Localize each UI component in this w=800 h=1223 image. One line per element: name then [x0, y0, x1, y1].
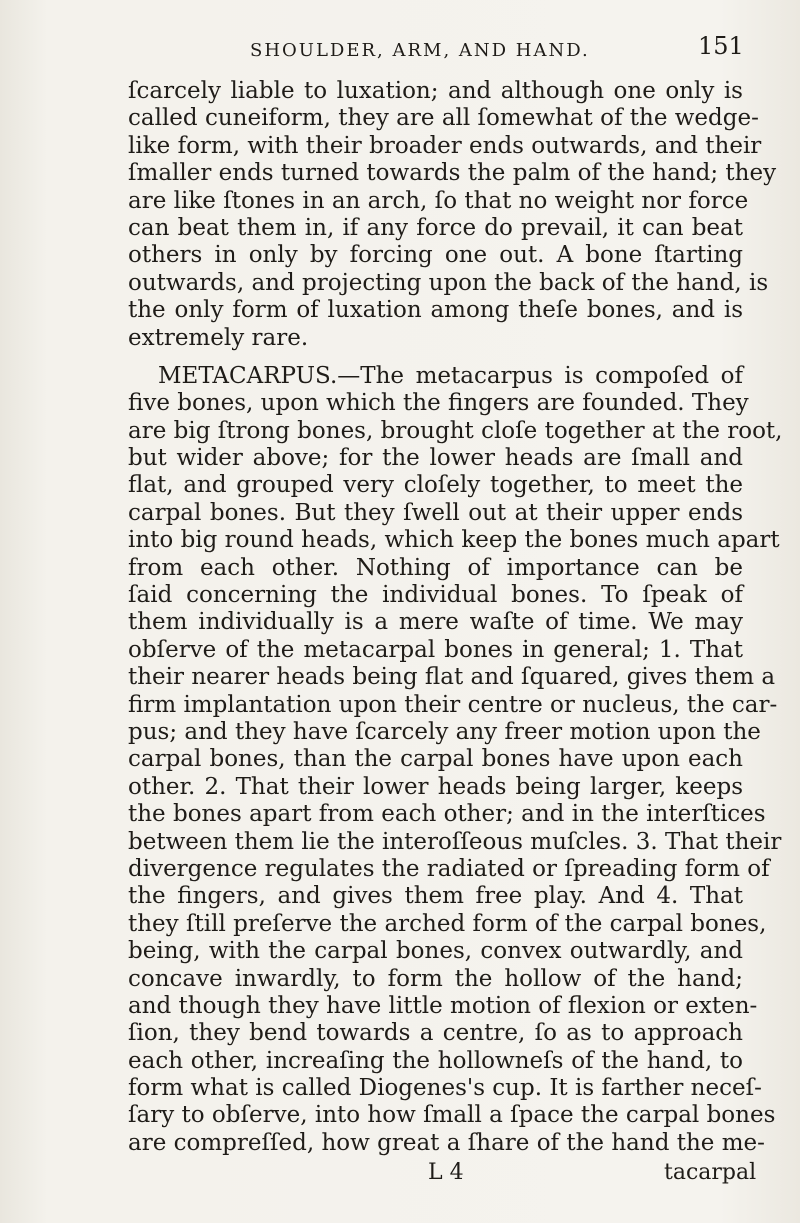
text-line: are compreſſed, how great a ſhare of the hand the me- [128, 1129, 765, 1156]
text-line: pus; and they have ſcarcely any freer motion upon the [128, 718, 761, 745]
text-line: the bones apart from each other; and in the interſtices [128, 801, 766, 828]
text-line: form what is called Diogenes's cup. It is farther neceſ- [128, 1075, 762, 1102]
text-line: and though they have little motion of flexion or exten- [128, 992, 758, 1019]
text-line: like form, with their broader ends outwards, and their [128, 132, 762, 159]
text-line: called cuneiform, they are all ſomewhat of the wedge- [128, 105, 759, 132]
text-line: ſmaller ends turned towards the palm of the hand; they [128, 160, 777, 187]
text-line: from each other. Nothing of importance can be [128, 554, 743, 581]
text-line: the fingers, and gives them free play. And 4. That [128, 883, 743, 910]
text-line: being, with the carpal bones, convex outwardly, and [128, 938, 743, 965]
text-line: ſcarcely liable to luxation; and although one only is [128, 78, 743, 104]
text-line: them individually is a mere waſte of time. We may [128, 609, 743, 636]
text-line: they ſtill preſerve the arched form of the carpal bones, [128, 910, 767, 937]
text-line: between them lie the interoſſeous muſcles. 3. That their [128, 828, 782, 855]
text-line: ſion, they bend towards a centre, ſo as to approach [128, 1020, 743, 1047]
text-line: are big ſtrong bones, brought cloſe together at the root, [128, 417, 783, 444]
signature-mark: L 4 [428, 1160, 464, 1185]
text-line: carpal bones. But they ſwell out at their upper ends [128, 499, 743, 526]
text-line: other. 2. That their lower heads being larger, keeps [128, 773, 743, 800]
running-head: SHOULDER, ARM, AND HAND. [250, 40, 590, 61]
text-line: carpal bones, than the carpal bones have upon each [128, 746, 743, 773]
text-line: the only form of luxation among theſe bones, and is [128, 297, 743, 324]
text-line: concave inwardly, to form the hollow of the hand; [128, 965, 743, 992]
text-line: their nearer heads being flat and ſquared, gives them a [128, 664, 776, 691]
text-line: each other, increaſing the hollowneſs of the hand, to [128, 1047, 743, 1074]
text-line: obſerve of the metacarpal bones in general; 1. That [128, 636, 743, 663]
catchword: tacarpal [664, 1160, 757, 1185]
page-number: 151 [698, 32, 744, 60]
text-line: firm implantation upon their centre or nucleus, the car- [128, 691, 778, 718]
paragraph-metacarpus [128, 362, 783, 1157]
section-heading-line: METACARPUS.—The metacarpus is compoſed of [158, 362, 743, 389]
text-line: divergence regulates the radiated or ſpreading form of [128, 855, 770, 882]
body-text [128, 78, 783, 1157]
text-line: can beat them in, if any force do prevail, it can beat [128, 214, 743, 241]
text-line: ſaid concerning the individual bones. To ſpeak of [128, 582, 743, 609]
text-line: extremely rare. [128, 324, 309, 351]
text-line: flat, and grouped very cloſely together, to meet the [128, 472, 743, 499]
text-line: five bones, upon which the fingers are founded. They [128, 390, 749, 417]
text-line: others in only by forcing one out. A bone ſtarting [128, 242, 743, 269]
text-line: but wider above; for the lower heads are ſmall and [128, 445, 743, 472]
text-line: into big round heads, which keep the bones much apart [128, 527, 780, 554]
text-line: are like ſtones in an arch, ſo that no weight nor force [128, 187, 749, 214]
text-line: outwards, and projecting upon the back of the hand, is [128, 269, 769, 296]
text-line: ſary to obſerve, into how ſmall a ſpace the carpal bones [128, 1102, 776, 1129]
paragraph-luxation [128, 78, 777, 352]
